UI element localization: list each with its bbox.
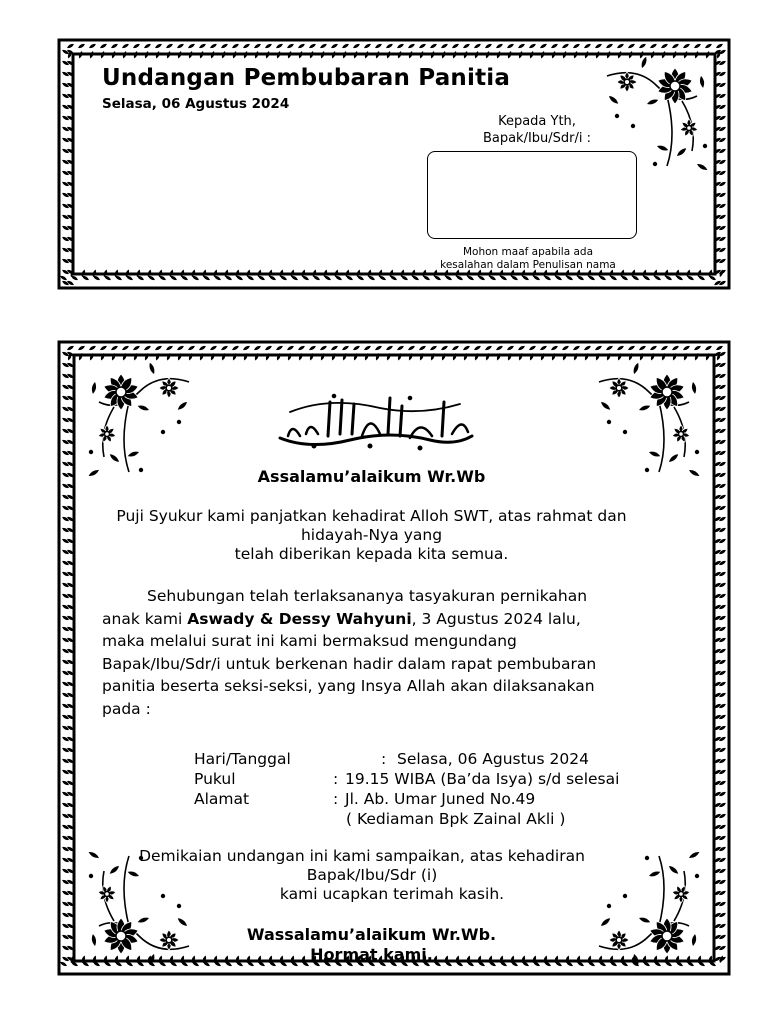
body-line4: Bapak/Ibu/Sdr/i untuk berkenan hadir dalam rapat pembubaran bbox=[102, 654, 597, 673]
border-leaf bbox=[77, 345, 85, 352]
intro-line2: hidayah-Nya yang bbox=[300, 526, 443, 544]
border-leaf bbox=[286, 345, 294, 352]
border-leaf bbox=[385, 43, 393, 50]
detail-separator: : bbox=[333, 790, 339, 808]
border-leaf bbox=[275, 43, 283, 50]
invitation-card bbox=[57, 340, 731, 976]
vine-bud bbox=[177, 420, 181, 424]
greeting-heading: Assalamu’alaikum Wr.Wb bbox=[257, 467, 486, 486]
floral-corner-top-right-icon bbox=[589, 362, 707, 484]
border-leaf bbox=[473, 345, 481, 352]
border-leaf bbox=[671, 43, 679, 50]
flower-center bbox=[616, 385, 622, 391]
border-leaf bbox=[528, 345, 536, 352]
vine-bud bbox=[695, 874, 699, 878]
basmala-calligraphy-icon bbox=[270, 392, 480, 454]
border-leaf bbox=[440, 345, 448, 352]
envelope-card bbox=[57, 38, 731, 290]
border-leaf bbox=[462, 43, 470, 50]
border-leaf bbox=[638, 345, 646, 352]
floral-corner-top-left-icon bbox=[81, 362, 199, 484]
border-leaf bbox=[484, 345, 492, 352]
border-leaf bbox=[341, 345, 349, 352]
border-leaf bbox=[330, 43, 338, 50]
border-leaf bbox=[121, 345, 129, 352]
border-leaf bbox=[572, 345, 580, 352]
flower-center bbox=[624, 79, 630, 85]
border-leaf bbox=[242, 43, 250, 50]
border-leaf bbox=[110, 345, 118, 352]
border-leaf bbox=[187, 345, 195, 352]
farewell-line: Wassalamu’alaikum Wr.Wb. bbox=[246, 925, 497, 944]
vine-leaf bbox=[148, 362, 156, 375]
flower-center bbox=[166, 385, 172, 391]
recipient-line1: Kepada Yth, bbox=[498, 114, 576, 129]
detail-value: 19.15 WIBA (Ba’da Isya) s/d selesai bbox=[345, 770, 620, 788]
closing-line1: Demikaian undangan ini kami sampaikan, atas kehadiran bbox=[139, 847, 585, 865]
vine-leaf bbox=[177, 400, 189, 411]
vine-bud bbox=[607, 420, 611, 424]
border-leaf bbox=[330, 345, 338, 352]
border-leaf bbox=[539, 43, 547, 50]
border-leaf bbox=[484, 43, 492, 50]
flower-center bbox=[670, 81, 680, 91]
vine-leaf bbox=[91, 382, 97, 395]
detail-row-address bbox=[194, 789, 694, 809]
body-line6: pada : bbox=[102, 699, 151, 718]
border-leaf bbox=[627, 345, 635, 352]
vine-leaf bbox=[137, 404, 150, 412]
vine-leaf bbox=[638, 404, 651, 412]
detail-value: Selasa, 06 Agustus 2024 bbox=[397, 750, 589, 768]
vine-leaf bbox=[696, 162, 708, 171]
border-leaf bbox=[165, 345, 173, 352]
border-leaf bbox=[143, 43, 151, 50]
floral-corner-top-right-icon bbox=[597, 56, 715, 178]
border-leaf bbox=[242, 345, 250, 352]
border-leaf bbox=[561, 43, 569, 50]
border-leaf bbox=[693, 43, 701, 50]
vine-bud bbox=[89, 450, 93, 454]
vine-leaf bbox=[691, 382, 697, 395]
vine-bud bbox=[703, 144, 707, 148]
vine-bud bbox=[615, 114, 619, 118]
border-leaf bbox=[429, 345, 437, 352]
border-leaf bbox=[539, 345, 547, 352]
vine-bud bbox=[653, 162, 657, 166]
detail-row-address-extra bbox=[194, 809, 694, 829]
border-leaf bbox=[407, 43, 415, 50]
border-leaf bbox=[572, 43, 580, 50]
apology-line2: kesalahan dalam Penulisan nama bbox=[440, 259, 616, 271]
border-leaf bbox=[550, 43, 558, 50]
border-leaf bbox=[495, 43, 503, 50]
border-leaf bbox=[209, 345, 217, 352]
detail-label: Hari/Tanggal bbox=[194, 750, 291, 768]
detail-row-date bbox=[194, 749, 694, 769]
border-leaf bbox=[616, 43, 624, 50]
vine-leaf bbox=[691, 934, 697, 947]
body-line2-suffix: , 3 Agustus 2024 lalu, bbox=[411, 609, 581, 628]
border-leaf bbox=[187, 43, 195, 50]
border-leaf bbox=[385, 345, 393, 352]
envelope-title: Undangan Pembubaran Panitia bbox=[102, 65, 511, 91]
border-leaf bbox=[77, 43, 85, 50]
border-leaf bbox=[583, 345, 591, 352]
border-leaf bbox=[275, 345, 283, 352]
vine-bud bbox=[623, 430, 627, 434]
body-line2 bbox=[102, 608, 702, 631]
border-leaf bbox=[704, 345, 712, 352]
border-leaf bbox=[605, 43, 613, 50]
event-details bbox=[194, 749, 694, 829]
vine-leaf bbox=[638, 916, 651, 924]
border-leaf bbox=[704, 43, 712, 50]
border-leaf bbox=[319, 43, 327, 50]
border-leaf bbox=[297, 345, 305, 352]
border-leaf bbox=[407, 345, 415, 352]
recipient-line2: Bapak/Ibu/Sdr/i : bbox=[482, 131, 592, 146]
border-leaf bbox=[286, 43, 294, 50]
vine-leaf bbox=[676, 147, 688, 158]
border-leaf bbox=[154, 43, 162, 50]
address-extra: ( Kediaman Bpk Zainal Akli ) bbox=[346, 810, 566, 828]
border-leaf bbox=[550, 345, 558, 352]
border-leaf bbox=[253, 345, 261, 352]
border-leaf bbox=[605, 345, 613, 352]
intro-paragraph bbox=[57, 507, 686, 564]
border-leaf bbox=[627, 43, 635, 50]
border-leaf bbox=[495, 345, 503, 352]
border-leaf bbox=[715, 345, 723, 352]
border-leaf bbox=[132, 43, 140, 50]
border-leaf bbox=[363, 345, 371, 352]
border-leaf bbox=[517, 43, 525, 50]
border-leaf bbox=[418, 43, 426, 50]
border-leaf bbox=[473, 43, 481, 50]
border-leaf bbox=[220, 43, 228, 50]
vine-bud bbox=[631, 124, 635, 128]
vine-leaf bbox=[688, 468, 700, 477]
apology-line1: Mohon maaf apabila ada bbox=[462, 246, 594, 258]
vine-bud bbox=[161, 430, 165, 434]
border-leaf bbox=[176, 43, 184, 50]
couple-names: Aswady & Dessy Wahyuni bbox=[187, 609, 412, 628]
border-leaf bbox=[396, 345, 404, 352]
body-paragraph bbox=[102, 585, 702, 720]
border-leaf bbox=[231, 43, 239, 50]
border-leaf bbox=[99, 345, 107, 352]
signoff-line: Hormat kami, bbox=[310, 945, 433, 964]
vine-leaf bbox=[608, 94, 620, 105]
closing-line3: kami ucapkan terimah kasih. bbox=[279, 885, 505, 903]
border-leaf bbox=[660, 345, 668, 352]
border-leaf bbox=[165, 43, 173, 50]
envelope-date: Selasa, 06 Agustus 2024 bbox=[102, 96, 290, 112]
border-leaf bbox=[253, 43, 261, 50]
border-leaf bbox=[682, 345, 690, 352]
body-line5: panitia beserta seksi-seksi, yang Insya Allah akan dilaksanakan bbox=[102, 677, 595, 695]
border-leaf bbox=[374, 43, 382, 50]
border-leaf bbox=[198, 43, 206, 50]
border-leaf bbox=[143, 345, 151, 352]
flower-center bbox=[662, 387, 672, 397]
apology-note bbox=[425, 246, 631, 272]
flower-center bbox=[678, 431, 683, 436]
border-leaf bbox=[682, 43, 690, 50]
border-leaf bbox=[451, 345, 459, 352]
border-leaf bbox=[374, 345, 382, 352]
closing-line2: Bapak/Ibu/Sdr (i) bbox=[306, 866, 438, 884]
border-leaf bbox=[341, 43, 349, 50]
flower-center bbox=[116, 387, 126, 397]
border-leaf bbox=[231, 345, 239, 352]
border-leaf bbox=[451, 43, 459, 50]
detail-separator: : bbox=[381, 750, 387, 768]
border-leaf bbox=[121, 43, 129, 50]
border-leaf bbox=[88, 43, 96, 50]
border-leaf bbox=[638, 43, 646, 50]
border-leaf bbox=[308, 345, 316, 352]
border-leaf bbox=[649, 345, 657, 352]
border-leaf bbox=[88, 345, 96, 352]
detail-value: Jl. Ab. Umar Juned No.49 bbox=[345, 790, 536, 808]
intro-line3: telah diberikan kepada kita semua. bbox=[234, 545, 509, 563]
border-leaf bbox=[418, 345, 426, 352]
vine-leaf bbox=[632, 362, 640, 375]
border-leaf bbox=[66, 43, 74, 50]
vine-leaf bbox=[668, 453, 680, 464]
detail-label: Alamat bbox=[194, 790, 250, 808]
border-leaf bbox=[616, 345, 624, 352]
border-leaf bbox=[352, 345, 360, 352]
border-leaf bbox=[671, 345, 679, 352]
vine-bud bbox=[695, 450, 699, 454]
vine-leaf bbox=[699, 76, 705, 89]
vine-leaf bbox=[646, 98, 659, 106]
intro-line1: Puji Syukur kami panjatkan kehadirat Alloh SWT, atas rahmat dan bbox=[116, 507, 627, 525]
flower-center bbox=[104, 431, 109, 436]
body-line3: maka melalui surat ini kami bermaksud mengundang bbox=[102, 632, 517, 650]
recipient-label bbox=[457, 113, 617, 147]
border-leaf bbox=[649, 43, 657, 50]
vine-leaf bbox=[109, 453, 121, 464]
border-leaf bbox=[506, 345, 514, 352]
border-leaf bbox=[693, 345, 701, 352]
border-leaf bbox=[506, 43, 514, 50]
border-leaf bbox=[198, 345, 206, 352]
vine-leaf bbox=[648, 450, 661, 458]
border-leaf bbox=[715, 43, 723, 50]
border-leaf bbox=[462, 345, 470, 352]
border-leaf bbox=[110, 43, 118, 50]
border-leaf bbox=[594, 345, 602, 352]
border-leaf bbox=[528, 43, 536, 50]
body-line1: Sehubungan telah terlaksananya tasyakuran pernikahan bbox=[147, 587, 588, 605]
border-leaf bbox=[264, 345, 272, 352]
border-leaf bbox=[220, 345, 228, 352]
border-leaf bbox=[176, 345, 184, 352]
vine-leaf bbox=[600, 400, 612, 411]
border-leaf bbox=[297, 43, 305, 50]
detail-row-time bbox=[194, 769, 694, 789]
border-leaf bbox=[517, 345, 525, 352]
border-leaf bbox=[561, 345, 569, 352]
vine-bud bbox=[177, 904, 181, 908]
border-leaf bbox=[308, 43, 316, 50]
border-leaf bbox=[583, 43, 591, 50]
border-leaf bbox=[154, 345, 162, 352]
border-leaf bbox=[209, 43, 217, 50]
border-leaf bbox=[594, 43, 602, 50]
detail-separator: : bbox=[333, 770, 339, 788]
border-leaf bbox=[99, 43, 107, 50]
body-line2-prefix: anak kami bbox=[102, 609, 188, 628]
border-leaf bbox=[429, 43, 437, 50]
closing-paragraph bbox=[57, 847, 687, 904]
vine-leaf bbox=[127, 450, 140, 458]
vine-leaf bbox=[656, 144, 669, 152]
border-leaf bbox=[132, 345, 140, 352]
vine-leaf bbox=[137, 916, 150, 924]
border-leaf bbox=[66, 345, 74, 352]
border-leaf bbox=[59, 275, 67, 282]
vine-bud bbox=[607, 904, 611, 908]
border-leaf bbox=[396, 43, 404, 50]
border-leaf bbox=[352, 43, 360, 50]
vine-leaf bbox=[640, 56, 648, 69]
border-leaf bbox=[363, 43, 371, 50]
flower-center bbox=[686, 125, 691, 130]
border-leaf bbox=[264, 43, 272, 50]
vine-leaf bbox=[688, 850, 700, 859]
detail-label: Pukul bbox=[194, 770, 236, 788]
border-leaf bbox=[319, 345, 327, 352]
border-leaf bbox=[440, 43, 448, 50]
border-leaf bbox=[660, 43, 668, 50]
